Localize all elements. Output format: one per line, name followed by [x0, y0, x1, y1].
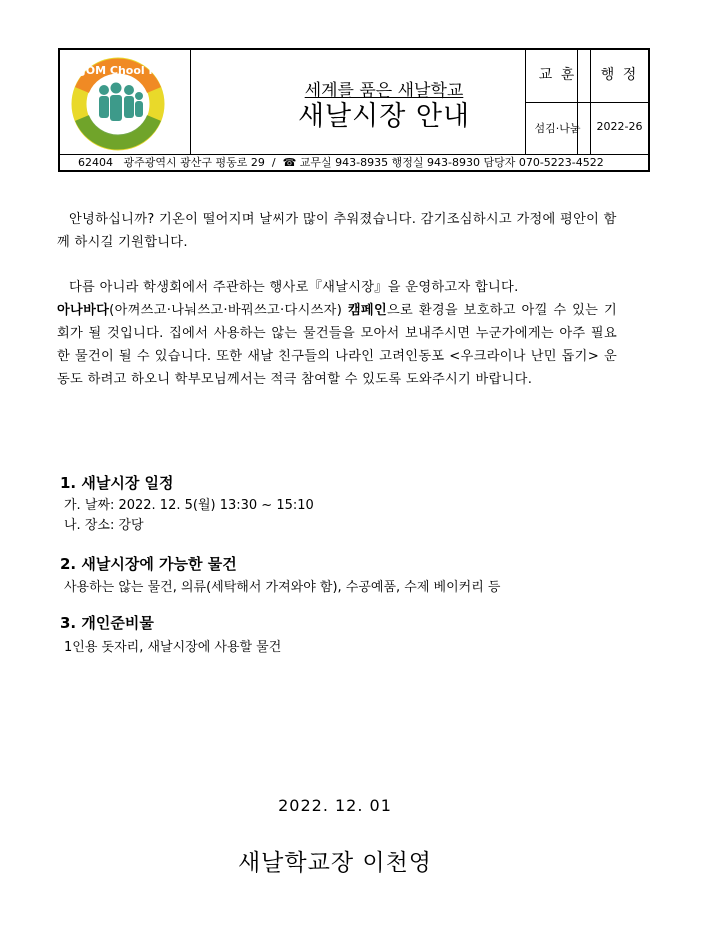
campaign-text: [57, 299, 617, 391]
campaign-expansion: (아껴쓰고·나눠쓰고·바꿔쓰고·다시쓰자): [109, 303, 343, 318]
school-subtitle: 세계를 품은 새날학교: [304, 81, 464, 101]
campaign-word: 캠페인: [347, 303, 388, 318]
personal-supplies: 1인용 돗자리, 새날시장에 사용할 물건: [64, 640, 282, 655]
schedule-place: 나. 장소: 강당: [64, 518, 144, 533]
greeting-paragraph: [57, 208, 617, 254]
issue-date: 2022. 12. 01: [278, 796, 392, 815]
page-title: 새날시장 안내: [297, 101, 471, 132]
letterhead: [58, 48, 650, 172]
event-paragraph: [57, 276, 617, 391]
event-intro: 다름 아니라 학생회에서 주관하는 행사로『새날시장』을 운영하고자 합니다.: [69, 280, 519, 295]
school-address: 광주광역시 광산구 평동로 29: [123, 156, 265, 169]
dept-label: 교 훈: [538, 67, 577, 83]
allowed-items: 사용하는 않는 물건, 의류(세탁해서 가져와야 함), 수공예품, 수제 베이커리 등: [64, 580, 501, 595]
school-motto: 섬김·나눔: [534, 122, 581, 135]
principal-signature: 새날학교장 이천영: [237, 850, 433, 876]
address-bar: [60, 154, 648, 170]
campaign-description: 으로 환경을 보호하고 아낄 수 있는 기회가 될 것입니다. 집에서 사용하는 않는 물건들을 모아서 보내주시면 누군가에게는 아주 필요한 물건이 될 수 있습니다. 또한 새날 친구들의 나라인 고려인동포 <우크라이나 난민 돕기> 운동도 하려고 하오니 학부모님께서는 적극 참여할 수 있도록 도와주시기 바랍니다.: [57, 303, 617, 387]
greeting-text: 안녕하십니까? 기온이 떨어지며 날씨가 많이 추워졌습니다. 감기조심하시고 가정에 평안이 함께 하시길 기원합니다.: [57, 212, 617, 250]
section-title-supplies: 3. 개인준비물: [60, 614, 154, 632]
section-title-schedule: 1. 새날시장 일정: [60, 474, 174, 492]
section-title-items: 2. 새날시장에 가능한 물건: [60, 555, 237, 573]
campaign-name: 아나바다: [57, 303, 110, 318]
contact-numbers: 교무실 943-8935 행정실 943-8930 담당자 070-5223-4522: [299, 156, 604, 169]
logo-cell: [60, 50, 191, 154]
meta-divider-horizontal: [525, 102, 648, 103]
schedule-date: 가. 날짜: 2022. 12. 5(월) 13:30 ~ 15:10: [64, 498, 314, 513]
logo-text: SPLJOM Chool NeW: [60, 64, 178, 77]
address-separator: /: [271, 156, 276, 169]
title-cell: [191, 50, 577, 154]
school-logo: [60, 50, 190, 154]
doc-number: 2022-26: [596, 120, 643, 133]
dept-value: 행 정: [600, 67, 639, 83]
postal-code: 62404: [78, 156, 113, 169]
phone-icon: ☎: [282, 156, 297, 169]
